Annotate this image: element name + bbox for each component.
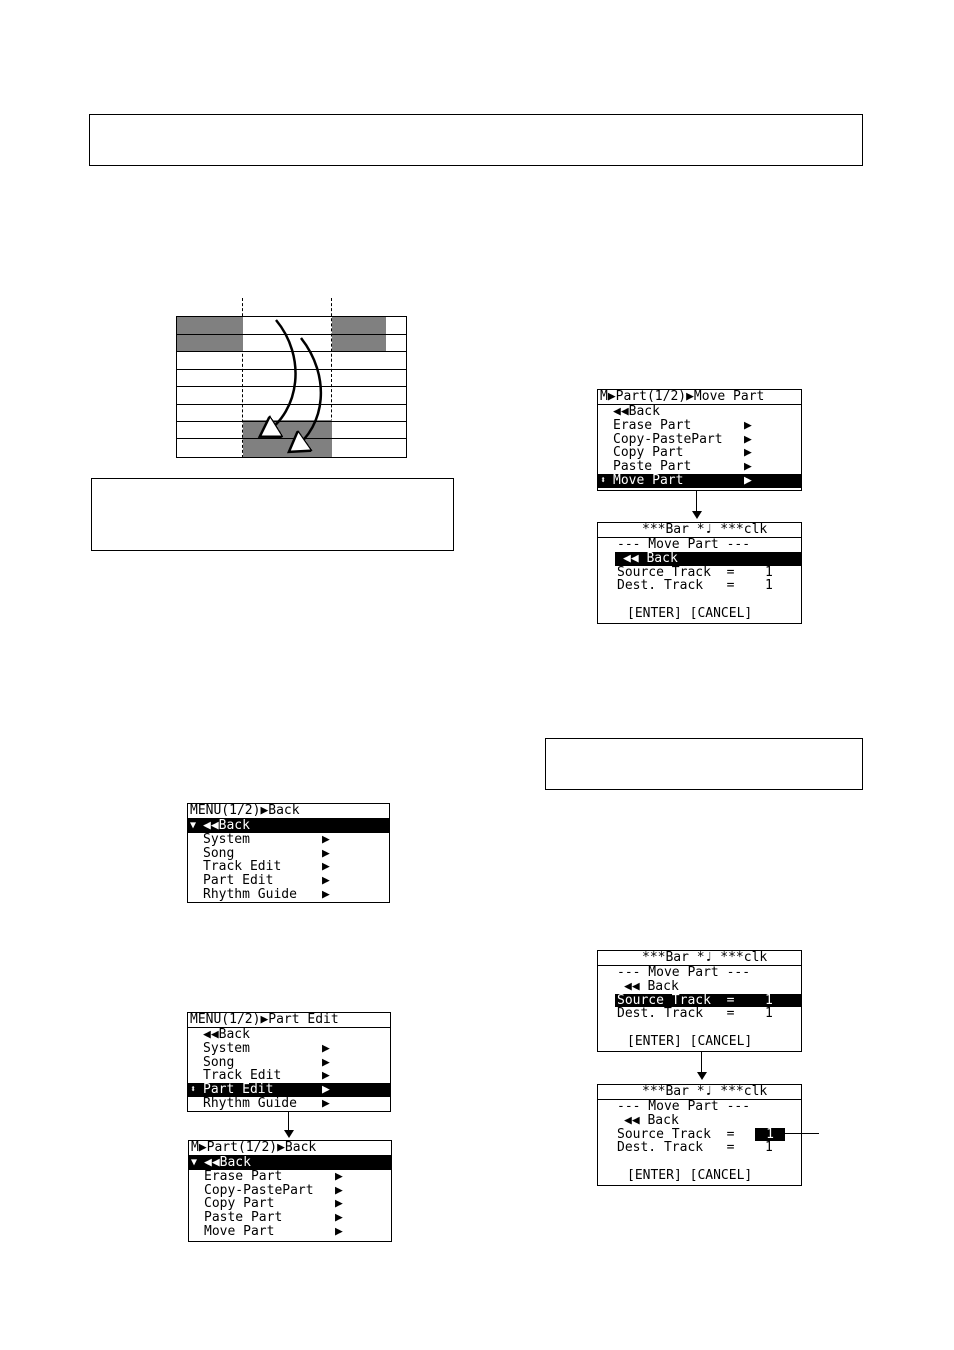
scroll-updown-icon: ⬍ — [190, 1084, 197, 1096]
menu-item-paste-part[interactable]: Paste Part — [613, 459, 692, 475]
move-part-title: --- Move Part --- — [617, 965, 751, 980]
chevron-right-icon: ▶ — [744, 417, 752, 433]
lcd-header: M▶Part(1/2)▶Move Part — [598, 390, 801, 405]
arrow-down-icon — [692, 511, 702, 519]
source-track-label: Source Track = — [617, 1126, 735, 1142]
menu-item-part-edit[interactable]: Part Edit — [203, 873, 274, 889]
scroll-updown-icon: ⬍ — [600, 474, 607, 486]
chevron-right-icon: ▶ — [322, 1040, 330, 1056]
chevron-right-icon: ▶ — [322, 886, 330, 902]
move-part-title: --- Move Part --- — [617, 537, 751, 552]
menu-item-rhythm-guide[interactable]: Rhythm Guide — [203, 886, 297, 902]
menu-item-rhythm-guide[interactable]: Rhythm Guide — [203, 1095, 297, 1111]
menu-item-system[interactable]: System — [203, 1040, 250, 1056]
lcd-move-part-edit — [597, 1084, 802, 1186]
chevron-right-icon: ▶ — [744, 445, 752, 461]
chevron-right-icon: ▶ — [744, 431, 752, 447]
dest-track-label: Dest. Track = — [617, 1140, 735, 1156]
menu-item-back[interactable]: ◀◀Back — [203, 1027, 250, 1042]
dest-track-value[interactable]: 1 — [765, 1006, 773, 1022]
lcd-part-menu-move — [597, 389, 802, 491]
lcd-move-part-source — [597, 950, 802, 1052]
enter-cancel-buttons[interactable]: [ENTER] [CANCEL] — [627, 1167, 753, 1183]
step-box — [545, 738, 863, 790]
callout-line — [785, 1133, 819, 1134]
menu-item-back[interactable]: ◀◀Back — [613, 404, 660, 419]
source-track-label: Source Track = — [617, 564, 735, 580]
menu-item-erase-part[interactable]: Erase Part — [204, 1168, 283, 1184]
source-track-value[interactable]: 1 — [765, 992, 773, 1008]
chevron-right-icon: ▶ — [335, 1223, 343, 1239]
chevron-right-icon: ▶ — [335, 1168, 343, 1184]
move-part-title: --- Move Part --- — [617, 1099, 751, 1114]
lcd-header: ***Bar *♩ ***clk — [598, 951, 801, 966]
chevron-right-icon: ▶ — [322, 859, 330, 875]
menu-item-copy-paste-part[interactable]: Copy-PastePart — [204, 1182, 314, 1198]
flow-connector — [288, 1111, 289, 1131]
menu-item-track-edit[interactable]: Track Edit — [203, 859, 282, 875]
menu-item-move-part[interactable]: Move Part — [613, 472, 684, 488]
chevron-right-icon: ▶ — [322, 873, 330, 889]
dest-track-label: Dest. Track = — [617, 1006, 735, 1022]
section-header-box — [89, 114, 863, 166]
menu-item-back[interactable]: ◀◀Back — [203, 818, 250, 833]
chevron-right-icon: ▶ — [322, 845, 330, 861]
move-part-back[interactable]: ◀◀ Back — [624, 978, 679, 994]
menu-item-part-edit[interactable]: Part Edit — [203, 1082, 274, 1098]
source-track-value[interactable]: 1 — [755, 1128, 785, 1142]
lcd-header: ***Bar *♩ ***clk — [598, 1085, 801, 1100]
menu-item-erase-part[interactable]: Erase Part — [613, 417, 692, 433]
menu-item-song[interactable]: Song — [203, 1054, 235, 1070]
flow-connector — [696, 490, 697, 512]
menu-item-paste-part[interactable]: Paste Part — [204, 1210, 283, 1226]
dest-track-value[interactable]: 1 — [765, 578, 773, 594]
lcd-menu-main — [187, 803, 390, 903]
source-track-label: Source Track = — [617, 992, 735, 1008]
menu-item-move-part[interactable]: Move Part — [204, 1223, 275, 1239]
arrow-down-icon — [697, 1072, 707, 1080]
menu-item-back[interactable]: ◀◀Back — [204, 1155, 251, 1170]
lcd-menu-part-edit — [187, 1012, 391, 1112]
arrow-down-icon — [284, 1130, 294, 1138]
chevron-right-icon: ▶ — [322, 1082, 330, 1098]
enter-cancel-buttons[interactable]: [ENTER] [CANCEL] — [627, 1033, 753, 1049]
menu-item-copy-paste-part[interactable]: Copy-PastePart — [613, 431, 723, 447]
menu-item-track-edit[interactable]: Track Edit — [203, 1068, 282, 1084]
chevron-right-icon: ▶ — [335, 1210, 343, 1226]
dest-track-label: Dest. Track = — [617, 578, 735, 594]
lcd-move-part-back — [597, 522, 802, 624]
chevron-right-icon: ▶ — [335, 1196, 343, 1212]
move-part-back[interactable]: ◀◀ Back — [624, 1112, 679, 1128]
chevron-right-icon: ▶ — [322, 1095, 330, 1111]
menu-item-song[interactable]: Song — [203, 845, 235, 861]
scroll-down-icon: ▼ — [190, 820, 197, 831]
scroll-down-icon: ▼ — [191, 1157, 198, 1168]
chevron-right-icon: ▶ — [322, 831, 330, 847]
chevron-right-icon: ▶ — [322, 1054, 330, 1070]
move-part-back[interactable]: ◀◀ Back — [623, 550, 678, 566]
source-track-value[interactable]: 1 — [765, 564, 773, 580]
menu-item-system[interactable]: System — [203, 831, 250, 847]
lcd-header: M▶Part(1/2)▶Back — [189, 1141, 391, 1156]
chevron-right-icon: ▶ — [744, 459, 752, 475]
lcd-header: ***Bar *♩ ***clk — [598, 523, 801, 538]
chevron-right-icon: ▶ — [744, 472, 752, 488]
menu-item-copy-part[interactable]: Copy Part — [204, 1196, 275, 1212]
lcd-part-menu-back — [188, 1140, 392, 1242]
note-box — [91, 478, 454, 551]
dest-track-value[interactable]: 1 — [765, 1140, 773, 1156]
chevron-right-icon: ▶ — [322, 1068, 330, 1084]
lcd-header: MENU(1/2)▶Back — [188, 804, 389, 819]
move-arrows — [176, 316, 405, 458]
enter-cancel-buttons[interactable]: [ENTER] [CANCEL] — [627, 605, 753, 621]
chevron-right-icon: ▶ — [335, 1182, 343, 1198]
lcd-header: MENU(1/2)▶Part Edit — [188, 1013, 390, 1028]
menu-item-copy-part[interactable]: Copy Part — [613, 445, 684, 461]
flow-connector — [701, 1051, 702, 1073]
